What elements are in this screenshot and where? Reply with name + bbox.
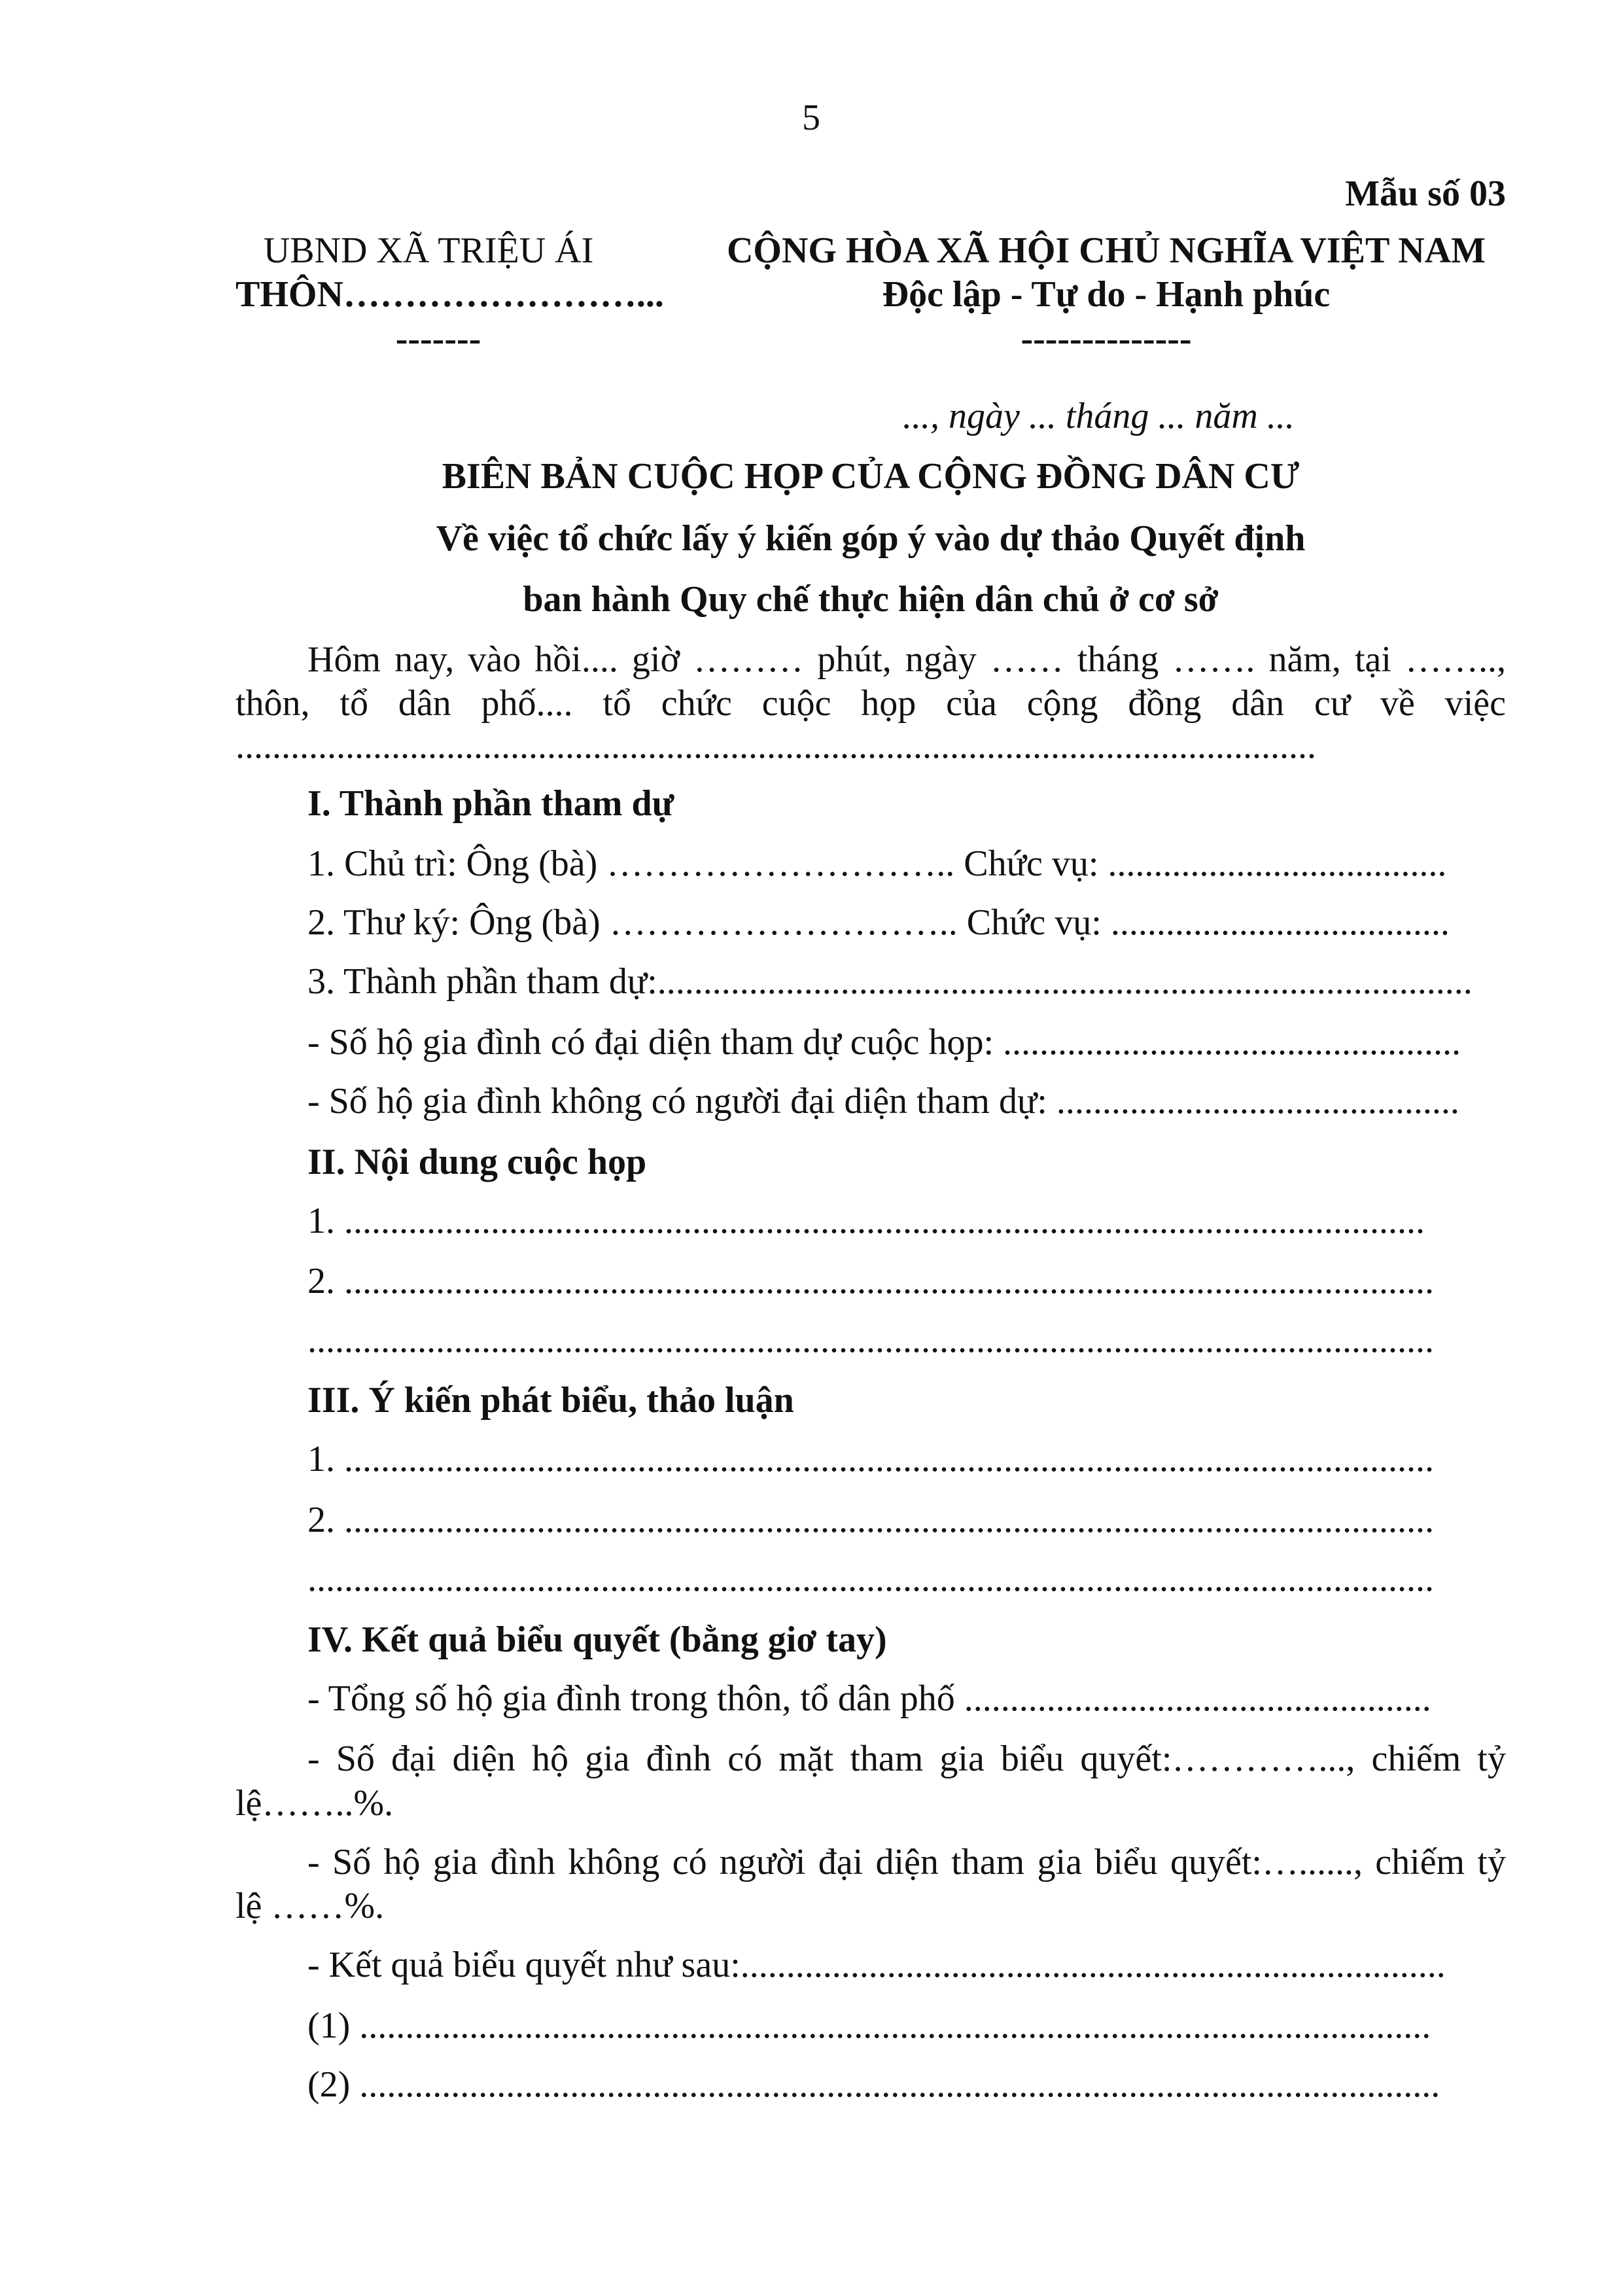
opinion-item-2: 2. ....................................................................................................................... bbox=[307, 1500, 1434, 1540]
secretary-line: 2. Thư ký: Ông (bà) ……………………….. Chức vụ: ..................................... bbox=[307, 902, 1450, 943]
voting-result-1: (1) ..................................................................................................................... bbox=[307, 2005, 1431, 2046]
left-header-divider: ------- bbox=[395, 319, 481, 359]
section2-heading: II. Nội dung cuộc họp bbox=[307, 1142, 647, 1182]
document-subject-line1: Về việc tổ chức lấy ý kiến góp ý vào dự thảo Quyết định bbox=[436, 518, 1306, 559]
section1-heading: I. Thành phần tham dự bbox=[307, 783, 674, 824]
opinion-item-1: 1. ....................................................................................................................... bbox=[307, 1439, 1434, 1479]
national-motto: Độc lập - Tự do - Hạnh phúc bbox=[882, 274, 1331, 315]
chair-line: 1. Chủ trì: Ông (bà) ……………………….. Chức vụ: ..................................... bbox=[307, 843, 1447, 884]
participants-line: 3. Thành phần tham dự:......................................................................................... bbox=[307, 961, 1473, 1002]
date-line: ..., ngày ... tháng ... năm ... bbox=[903, 396, 1295, 436]
content-item-1: 1. ...................................................................................................................... bbox=[307, 1201, 1425, 1241]
right-header-divider: -------------- bbox=[1021, 319, 1192, 359]
intro-line1: Hôm nay, vào hồi.... giờ ……… phút, ngày …… tháng ……. năm, tại …….., bbox=[307, 639, 1506, 680]
voting-result-2: (2) ...................................................................................................................... bbox=[307, 2064, 1440, 2105]
households-present-line: - Số hộ gia đình có đại diện tham dự cuộc họp: .................................................. bbox=[307, 1022, 1461, 1063]
page-number: 5 bbox=[802, 97, 820, 138]
present-voters-line2: lệ……..%. bbox=[236, 1783, 394, 1824]
households-absent-line: - Số hộ gia đình không có người đại diện tham dự: ............................................ bbox=[307, 1081, 1459, 1122]
form-number: Mẫu số 03 bbox=[1345, 173, 1506, 214]
absent-voters-line2: lệ ……%. bbox=[236, 1886, 385, 1926]
section3-heading: III. Ý kiến phát biểu, thảo luận bbox=[307, 1380, 794, 1421]
intro-line3: ...................................................................................................................... bbox=[236, 726, 1316, 766]
absent-voters-line1: - Số hộ gia đình không có người đại diện tham gia biểu quyết:…......, chiếm tỷ bbox=[307, 1842, 1506, 1882]
opinion-item-3: ........................................................................................................................... bbox=[307, 1559, 1434, 1599]
total-households-line: - Tổng số hộ gia đình trong thôn, tổ dân phố ................................................... bbox=[307, 1678, 1431, 1719]
national-title: CỘNG HÒA XÃ HỘI CHỦ NGHĨA VIỆT NAM bbox=[726, 230, 1486, 271]
voting-result-intro: - Kết quả biểu quyết như sau:............................................................................. bbox=[307, 1945, 1446, 1985]
present-voters-line1: - Số đại diện hộ gia đình có mặt tham gia biểu quyết:…………..., chiếm tỷ bbox=[307, 1739, 1506, 1779]
document-title: BIÊN BẢN CUỘC HỌP CỦA CỘNG ĐỒNG DÂN CƯ bbox=[442, 456, 1300, 497]
content-item-2: 2. ....................................................................................................................... bbox=[307, 1261, 1434, 1301]
document-subject-line2: ban hành Quy chế thực hiện dân chủ ở cơ sở bbox=[523, 579, 1219, 620]
section4-heading: IV. Kết quả biểu quyết (bằng giơ tay) bbox=[307, 1619, 887, 1660]
hamlet-name: THÔN……………………... bbox=[236, 274, 664, 315]
commune-name: UBND XÃ TRIỆU ÁI bbox=[263, 230, 594, 271]
intro-line2: thôn, tổ dân phố.... tổ chức cuộc họp của cộng đồng dân cư về việc bbox=[236, 683, 1506, 724]
content-item-3: ........................................................................................................................... bbox=[307, 1320, 1434, 1360]
